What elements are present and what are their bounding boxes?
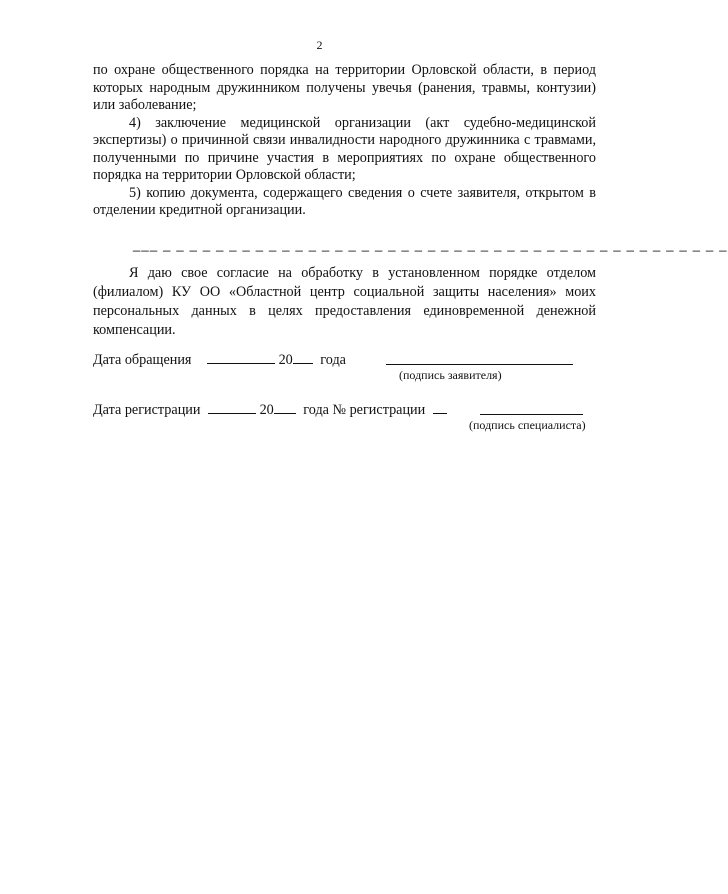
specialist-signature-caption: (подпись специалиста) [469,418,586,432]
paragraph-item-4: 4) заключение медицинской организации (акт судебно-медицинской экспертизы) о причинной связи инвалидности народного дружинника с травмами, полученными по причине участия в мероприятиях по охране общественного порядка на территории Орловской области; [93,114,596,183]
application-date-label: Дата обращения [93,352,192,368]
registration-year-blank[interactable] [274,400,296,414]
registration-year-prefix: 20 [259,402,274,418]
registration-year-suffix: года № регистрации [303,402,426,418]
application-year-suffix: года [320,352,346,368]
separator-line: ___ _ _ _ _ _ _ _ _ _ _ _ _ _ _ _ _ _ _ _ _ _ _ _ _ _ _ _ _ _ _ _ _ _ _ _ _ _ _ _ _ _ _ _ [133,237,728,252]
application-year-blank[interactable] [293,350,313,364]
page-number: 2 [316,38,323,52]
specialist-signature-line[interactable] [480,414,583,415]
paragraph-item-5: 5) копию документа, содержащего сведения о счете заявителя, открытом в отделении кредитной организации. [93,184,596,218]
applicant-signature-line[interactable] [386,364,573,365]
document-body [93,62,596,220]
registration-date-blank[interactable] [208,400,256,414]
application-date-row [93,350,346,369]
application-date-blank[interactable] [207,350,275,364]
applicant-signature-caption: (подпись заявителя) [399,368,502,382]
registration-date-row [93,400,447,419]
paragraph-continuation: по охране общественного порядка на территории Орловской области, в период которых народным дружинником получены увечья (ранения, травмы, контузии) или заболевание; [93,62,596,113]
registration-date-label: Дата регистрации [93,402,201,418]
consent-text: Я даю свое согласие на обработку в установленном порядке отделом (филиалом) КУ ОО «Областной центр социальной защиты населения» моих персональных данных в целях предоставления единовременной денежной компенсации. [93,265,596,338]
registration-number-blank[interactable] [433,400,447,414]
consent-statement [93,264,596,340]
application-year-prefix: 20 [278,352,293,368]
